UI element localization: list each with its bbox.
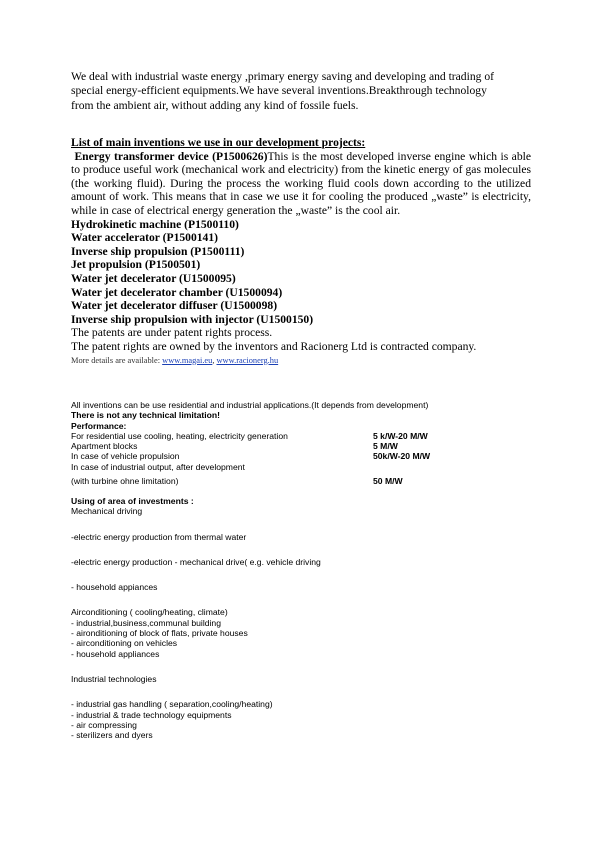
performance-value: 5 k/W-20 M/W [373,430,428,441]
aircon-item: - industrial,business,communal building [71,617,221,628]
inventions-heading: List of main inventions we use in our development projects: [71,136,366,149]
performance-value: 50k/W-20 M/W [373,451,431,462]
aircon-heading: Airconditioning ( cooling/heating, climate) [71,607,228,618]
performance-heading: Performance: [71,420,127,431]
industrial-item: - industrial & trade technology equipments [71,709,232,720]
performance-value: 50 M/W [373,476,403,487]
patent-process-text: The patents are under patent rights process. [71,326,273,340]
invention-item: Water jet decelerator chamber (U1500094) [71,285,283,299]
patent-owner-text: The patent rights are owned by the inventors and Racionerg Ltd is contracted company. [71,339,477,353]
investment-area: - household appiances [71,582,158,593]
performance-label: In case of industrial output, after development [71,461,245,472]
no-limitation-text: There is not any technical limitation! [71,410,220,421]
link-magai[interactable]: www.magai.eu [162,355,213,365]
investments-heading: Using of area of investments : [71,496,194,506]
performance-label: Apartment blocks [71,441,138,452]
industrial-item: - industrial gas handling ( separation,cooling/heating) [71,699,273,710]
performance-row [71,441,531,451]
industrial-heading: Industrial technologies [71,673,157,684]
performance-label: (with turbine ohne limitation) [71,476,179,487]
investment-area: Mechanical driving [71,506,143,517]
industrial-item: - sterilizers and dyers [71,730,153,741]
more-details-line [71,354,531,368]
performance-row [71,431,531,441]
intro-line: We deal with industrial waste energy ,primary energy saving and developing and trading of [71,70,494,83]
invention-item: Water accelerator (P1500141) [71,231,219,245]
main-invention-paragraph [71,150,531,218]
performance-label: For residential use cooling, heating, electricity generation [71,430,288,441]
intro-line: special energy-efficient equipments.We have several inventions.Breakthrough technology [71,84,487,98]
invention-item: Inverse ship propulsion (P1500111) [71,244,245,258]
invention-item: Inverse ship propulsion with injector (U1500150) [71,312,314,326]
link-racionerg[interactable]: www.racionerg.hu [216,355,279,365]
investment-area: -electric energy production - mechanical drive( e.g. vehicle driving [71,556,321,567]
industrial-item: - air compressing [71,719,137,730]
inventions-section [71,136,531,367]
aircon-item: - household appliances [71,648,160,659]
performance-row [71,476,531,486]
main-invention-description: This is the most developed inverse engine which is able to produce useful work (mechanical work and electricity) from the kinetic energy of gas molecules (the working fluid). During the process the working fluid cools down according to the utilized amount of work. This means that in case we use it for cooling the produced „waste” is electricity, while in case of electrical energy generation the „waste” is the cool air. [71,149,531,217]
performance-value: 5 M/W [373,441,398,452]
invention-item: Water jet decelerator (U1500095) [71,271,236,285]
invention-item: Water jet decelerator diffuser (U1500098) [71,299,278,313]
performance-row [71,462,531,472]
performance-section [71,400,531,486]
main-invention-name: Energy transformer device (P1500626) [74,149,268,163]
performance-label: In case of vehicle propulsion [71,451,180,462]
more-details-label: More details are available: [71,355,161,365]
link-separator: , [212,355,215,365]
invention-item: Hydrokinetic machine (P1500110) [71,217,239,231]
investments-section [71,496,531,740]
investment-area: -electric energy production from thermal water [71,531,247,542]
intro-line: from the ambient air, without adding any kind of fossile fuels. [71,98,359,112]
invention-item: Jet propulsion (P1500501) [71,258,201,272]
intro-paragraph [71,70,531,113]
applications-text: All inventions can be use residential and industrial applications.(It depends from development) [71,400,429,410]
aircon-item: - airconditioning on vehicles [71,638,178,649]
performance-row [71,451,531,461]
aircon-item: - aironditioning of block of flats, private houses [71,628,248,639]
